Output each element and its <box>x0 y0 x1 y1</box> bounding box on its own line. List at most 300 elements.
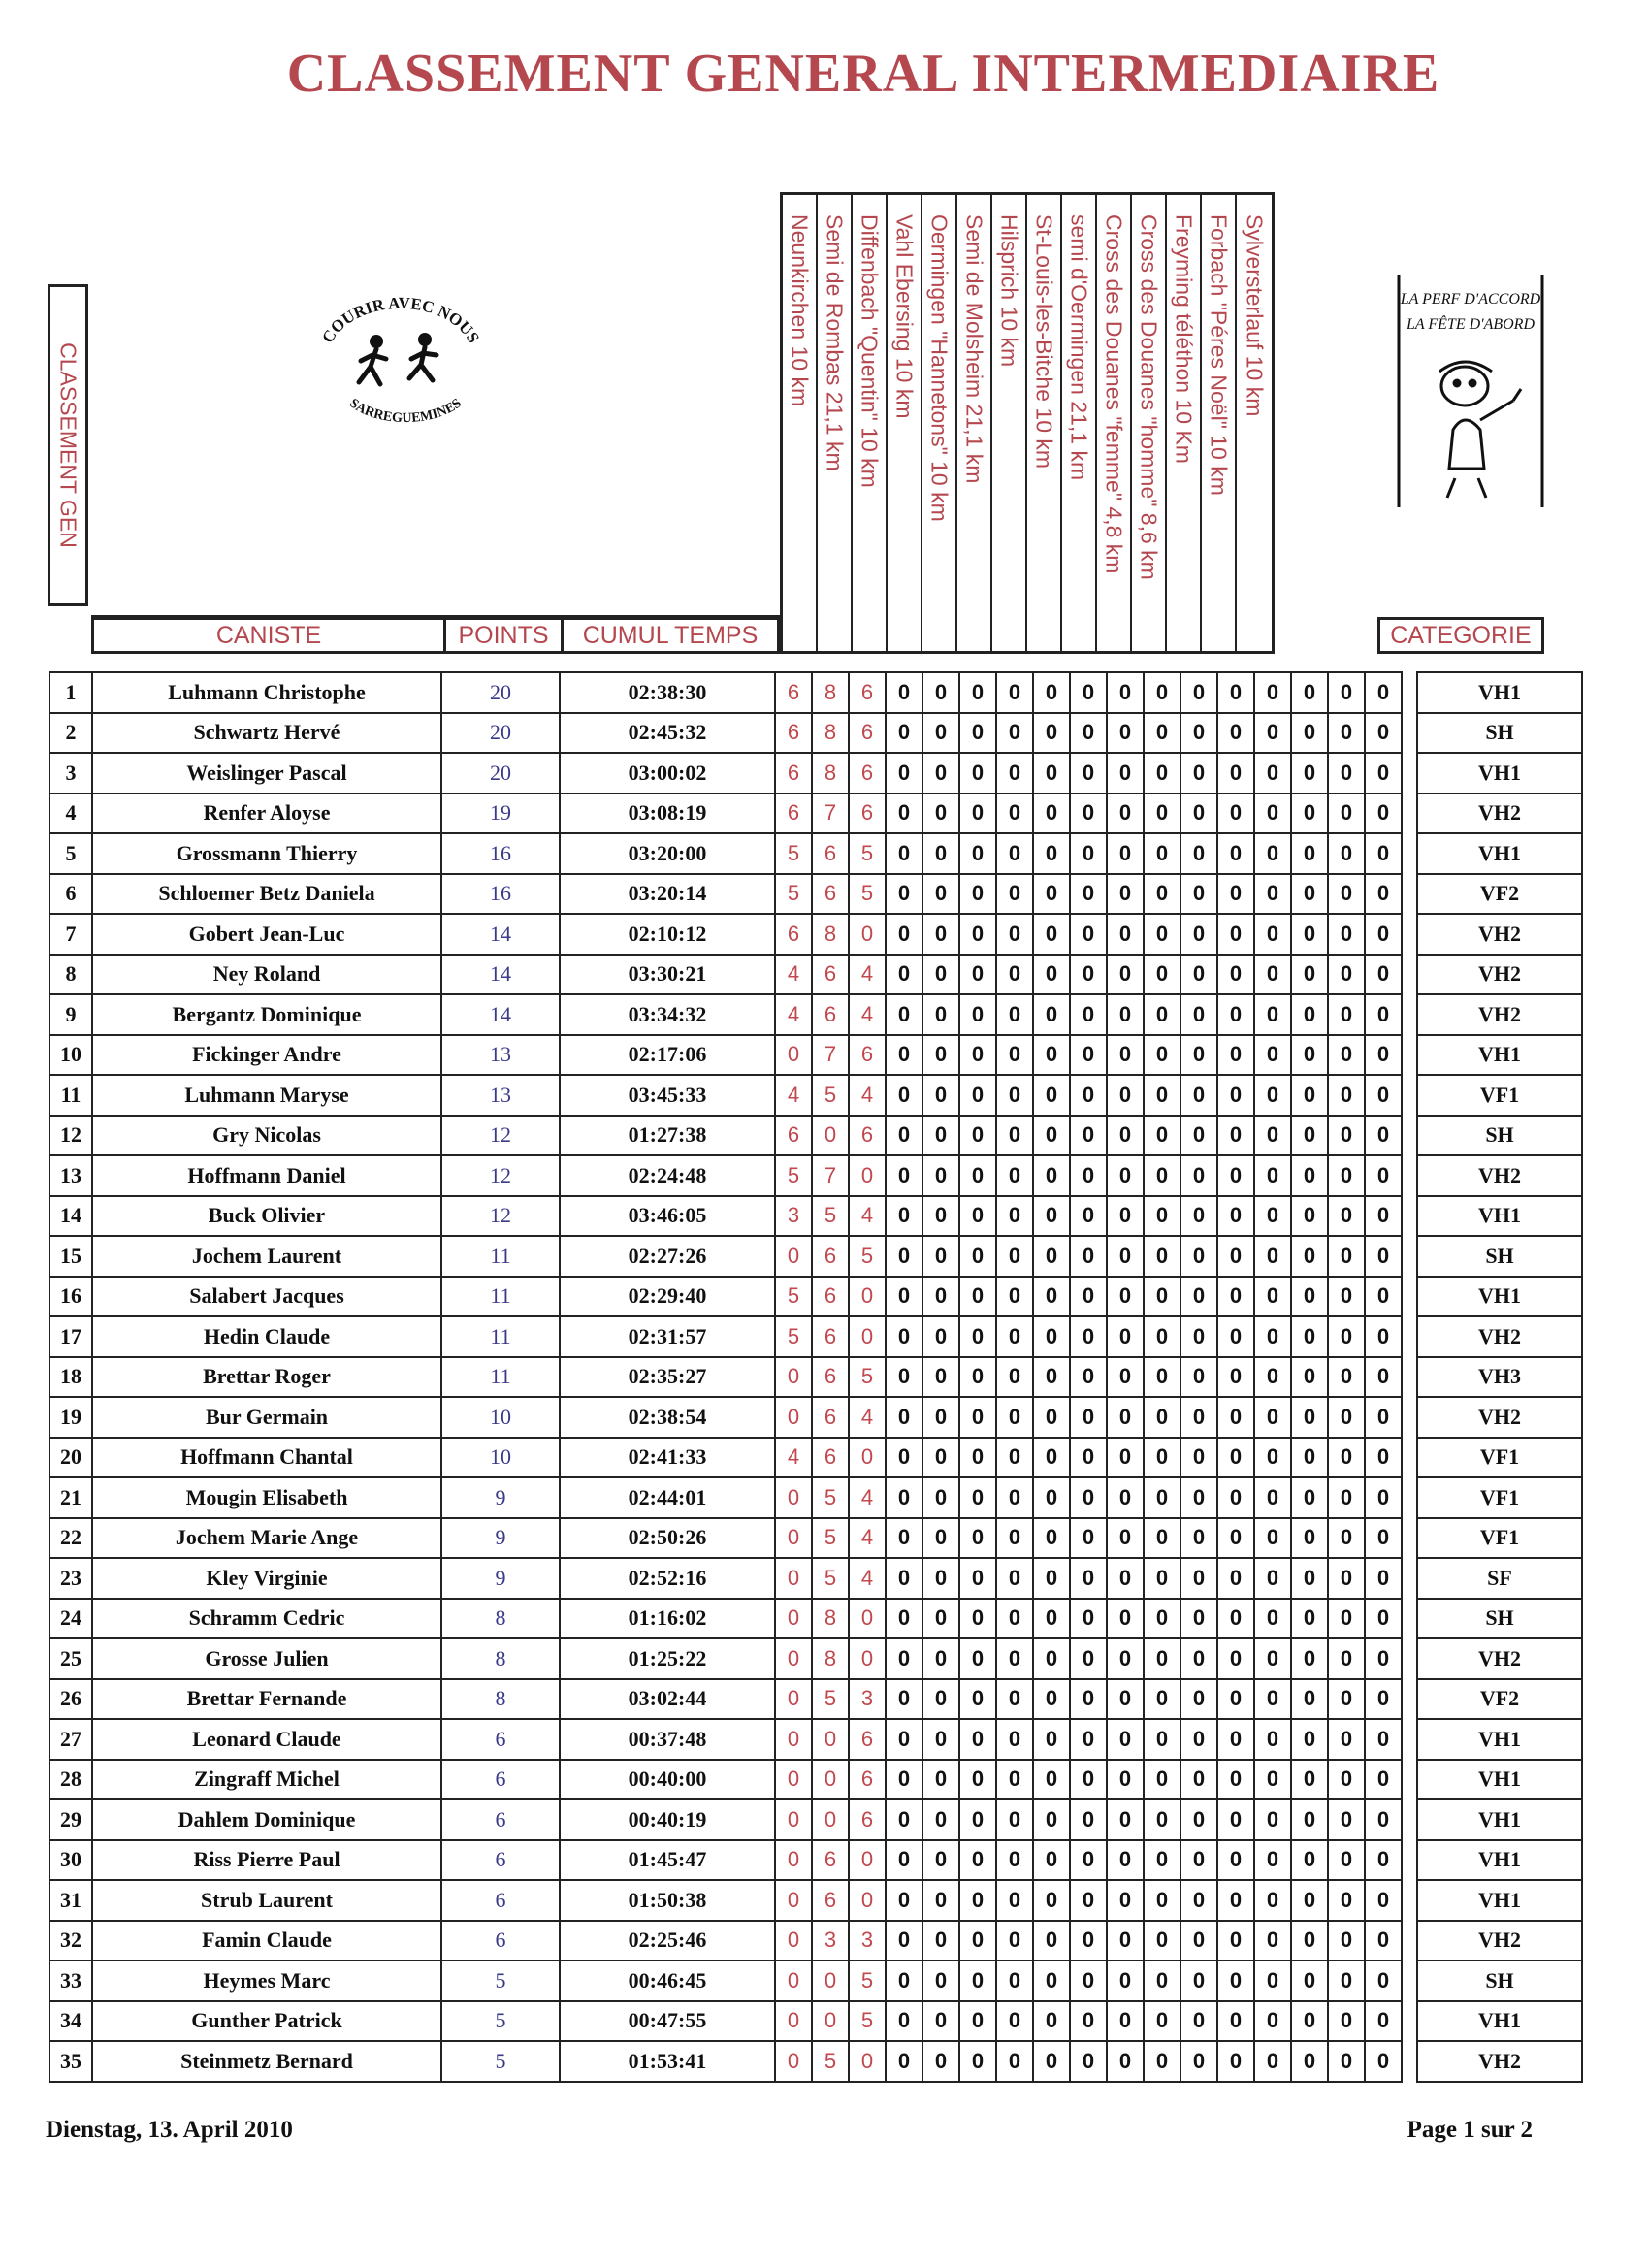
race-points-cell: 0 <box>996 914 1033 955</box>
race-points-cell: 0 <box>959 914 996 955</box>
race-points-cell: 0 <box>1365 1760 1402 1800</box>
race-points-cell: 0 <box>1254 1277 1291 1317</box>
spacer-cell <box>1402 1357 1417 1398</box>
points-cell: 20 <box>441 753 560 794</box>
time-cell: 03:02:44 <box>560 1679 775 1720</box>
table-row <box>49 1357 1582 1398</box>
race-points-cell: 0 <box>1217 1638 1254 1679</box>
race-points-cell: 0 <box>1144 1840 1180 1881</box>
race-header: Semi de Molsheim 21,1 km <box>957 195 992 651</box>
race-points-cell: 0 <box>886 753 922 794</box>
table-row <box>49 2001 1582 2042</box>
race-points-cell: 0 <box>959 1075 996 1116</box>
race-points-cell: 0 <box>922 794 959 834</box>
race-points-cell: 0 <box>886 1558 922 1599</box>
race-points-cell: 0 <box>1254 955 1291 995</box>
race-points-cell: 0 <box>1070 1799 1107 1840</box>
race-points-cell: 5 <box>849 1236 886 1277</box>
points-cell: 20 <box>441 672 560 713</box>
rank-cell: 22 <box>49 1518 92 1559</box>
race-points-cell: 4 <box>775 994 812 1035</box>
race-points-cell: 0 <box>922 1397 959 1438</box>
race-points-cell: 0 <box>996 1558 1033 1599</box>
rank-cell: 19 <box>49 1397 92 1438</box>
points-cell: 12 <box>441 1155 560 1196</box>
spacer-cell <box>1402 1035 1417 1076</box>
table-row <box>49 1116 1582 1156</box>
race-points-cell: 0 <box>1033 1397 1070 1438</box>
points-cell: 5 <box>441 2041 560 2082</box>
race-points-cell: 0 <box>1144 1316 1180 1357</box>
race-points-cell: 0 <box>1180 833 1217 874</box>
name-cell: Heymes Marc <box>92 1960 441 2001</box>
race-points-cell: 0 <box>1144 1357 1180 1398</box>
page-title: CLASSEMENT GENERAL INTERMEDIAIRE <box>286 44 1440 104</box>
race-points-cell: 0 <box>959 2001 996 2042</box>
time-cell: 01:45:47 <box>560 1840 775 1881</box>
race-points-cell: 0 <box>812 1719 849 1760</box>
race-columns-header <box>780 192 1275 654</box>
race-points-cell: 6 <box>812 1397 849 1438</box>
race-points-cell: 0 <box>1217 1921 1254 1961</box>
race-points-cell: 0 <box>1217 1599 1254 1639</box>
spacer-cell <box>1402 1960 1417 2001</box>
race-points-cell: 4 <box>849 955 886 995</box>
race-points-cell: 0 <box>775 1558 812 1599</box>
race-points-cell: 0 <box>1328 1679 1365 1720</box>
race-points-cell: 0 <box>1328 955 1365 995</box>
race-points-cell: 0 <box>922 1638 959 1679</box>
race-points-cell: 0 <box>886 713 922 754</box>
race-points-cell: 0 <box>1070 1679 1107 1720</box>
race-points-cell: 0 <box>1365 1638 1402 1679</box>
race-points-cell: 0 <box>922 1316 959 1357</box>
race-points-cell: 0 <box>886 2041 922 2082</box>
race-points-cell: 0 <box>996 1799 1033 1840</box>
race-points-cell: 0 <box>1144 1599 1180 1639</box>
category-cell: VH2 <box>1417 1155 1582 1196</box>
race-points-cell: 0 <box>1070 1518 1107 1559</box>
race-points-cell: 0 <box>1107 1277 1144 1317</box>
race-points-cell: 0 <box>1254 1397 1291 1438</box>
race-points-cell: 0 <box>1365 2001 1402 2042</box>
name-cell: Famin Claude <box>92 1921 441 1961</box>
race-points-cell: 0 <box>1144 1799 1180 1840</box>
time-cell: 01:25:22 <box>560 1638 775 1679</box>
race-points-cell: 0 <box>1328 1155 1365 1196</box>
race-points-cell: 0 <box>1070 1155 1107 1196</box>
race-points-cell: 0 <box>1217 672 1254 713</box>
race-points-cell: 0 <box>775 1397 812 1438</box>
name-cell: Strub Laurent <box>92 1880 441 1921</box>
svg-text:COURIR AVEC NOUS <box>318 294 483 346</box>
time-cell: 02:52:16 <box>560 1558 775 1599</box>
race-points-cell: 0 <box>1217 1438 1254 1478</box>
race-points-cell: 0 <box>1033 1518 1070 1559</box>
race-points-cell: 0 <box>1107 753 1144 794</box>
race-points-cell: 0 <box>996 1357 1033 1398</box>
race-points-cell: 0 <box>1070 1477 1107 1518</box>
table-row <box>49 1599 1582 1639</box>
race-points-cell: 0 <box>1365 794 1402 834</box>
race-points-cell: 0 <box>812 2001 849 2042</box>
race-points-cell: 0 <box>775 1518 812 1559</box>
race-points-cell: 0 <box>1328 1477 1365 1518</box>
race-points-cell: 0 <box>775 1236 812 1277</box>
race-points-cell: 0 <box>1180 874 1217 915</box>
spacer-cell <box>1402 1599 1417 1639</box>
table-row <box>49 1155 1582 1196</box>
race-points-cell: 0 <box>1180 1840 1217 1881</box>
race-points-cell: 0 <box>922 1116 959 1156</box>
name-cell: Grosse Julien <box>92 1638 441 1679</box>
race-points-cell: 0 <box>1180 1397 1217 1438</box>
category-cell: VH2 <box>1417 2041 1582 2082</box>
race-points-cell: 0 <box>1254 672 1291 713</box>
race-points-cell: 0 <box>922 1960 959 2001</box>
race-points-cell: 0 <box>1033 1116 1070 1156</box>
table-row <box>49 1880 1582 1921</box>
race-points-cell: 0 <box>775 1599 812 1639</box>
category-cell: VH2 <box>1417 794 1582 834</box>
race-points-cell: 0 <box>1365 955 1402 995</box>
spacer-cell <box>1402 1558 1417 1599</box>
race-points-cell: 8 <box>812 713 849 754</box>
name-cell: Mougin Elisabeth <box>92 1477 441 1518</box>
footer-page: Page 1 sur 2 <box>1406 2117 1533 2143</box>
race-points-cell: 0 <box>886 1679 922 1720</box>
race-points-cell: 0 <box>1291 1719 1328 1760</box>
name-cell: Kley Virginie <box>92 1558 441 1599</box>
race-points-cell: 0 <box>1217 713 1254 754</box>
race-points-cell: 0 <box>1328 1760 1365 1800</box>
race-points-cell: 0 <box>996 1880 1033 1921</box>
race-points-cell: 0 <box>1107 874 1144 915</box>
race-points-cell: 0 <box>1144 2001 1180 2042</box>
race-header: Cross des Douanes "femme" 4,8 km <box>1097 195 1132 651</box>
race-points-cell: 0 <box>1070 1880 1107 1921</box>
race-points-cell: 0 <box>1328 1921 1365 1961</box>
rank-cell: 2 <box>49 713 92 754</box>
race-points-cell: 0 <box>1144 1155 1180 1196</box>
race-points-cell: 0 <box>1033 1760 1070 1800</box>
points-cell: 8 <box>441 1679 560 1720</box>
race-points-cell: 0 <box>996 833 1033 874</box>
race-points-cell: 0 <box>1033 713 1070 754</box>
race-points-cell: 0 <box>1328 794 1365 834</box>
race-points-cell: 0 <box>1328 994 1365 1035</box>
points-cell: 9 <box>441 1518 560 1559</box>
rank-cell: 10 <box>49 1035 92 1076</box>
race-points-cell: 0 <box>1291 1397 1328 1438</box>
race-points-cell: 0 <box>1144 1075 1180 1116</box>
time-cell: 02:17:06 <box>560 1035 775 1076</box>
name-cell: Gry Nicolas <box>92 1116 441 1156</box>
race-points-cell: 0 <box>886 1236 922 1277</box>
points-cell: 6 <box>441 1719 560 1760</box>
race-points-cell: 5 <box>812 1477 849 1518</box>
category-cell: VH2 <box>1417 994 1582 1035</box>
race-points-cell: 0 <box>1328 1196 1365 1237</box>
race-points-cell: 0 <box>849 1638 886 1679</box>
rank-cell: 9 <box>49 994 92 1035</box>
race-points-cell: 0 <box>1328 1960 1365 2001</box>
col-header-categorie: CATEGORIE <box>1377 617 1544 654</box>
race-points-cell: 0 <box>922 713 959 754</box>
race-points-cell: 0 <box>1254 994 1291 1035</box>
rank-cell: 20 <box>49 1438 92 1478</box>
table-row <box>49 1760 1582 1800</box>
table-row <box>49 1397 1582 1438</box>
race-points-cell: 6 <box>775 672 812 713</box>
spacer-cell <box>1402 955 1417 995</box>
spacer-cell <box>1402 1116 1417 1156</box>
race-points-cell: 0 <box>1254 1518 1291 1559</box>
race-points-cell: 0 <box>1033 1558 1070 1599</box>
race-points-cell: 4 <box>849 1397 886 1438</box>
race-points-cell: 0 <box>1254 914 1291 955</box>
race-points-cell: 0 <box>886 1518 922 1559</box>
race-points-cell: 0 <box>1328 1075 1365 1116</box>
rank-cell: 3 <box>49 753 92 794</box>
race-points-cell: 0 <box>1328 1599 1365 1639</box>
race-points-cell: 0 <box>1180 1155 1217 1196</box>
race-points-cell: 0 <box>849 1277 886 1317</box>
race-points-cell: 0 <box>1254 1719 1291 1760</box>
spacer-cell <box>1402 2001 1417 2042</box>
race-points-cell: 0 <box>1365 874 1402 915</box>
table-row <box>49 1960 1582 2001</box>
rank-cell: 29 <box>49 1799 92 1840</box>
col-header-caniste: CANISTE <box>91 617 446 654</box>
race-points-cell: 0 <box>996 1075 1033 1116</box>
race-header: semi d'Oermingen 21,1 km <box>1062 195 1097 651</box>
race-points-cell: 0 <box>1254 1155 1291 1196</box>
spacer-cell <box>1402 1921 1417 1961</box>
time-cell: 01:16:02 <box>560 1599 775 1639</box>
race-header: Semi de Rombas 21,1 km <box>818 195 853 651</box>
race-points-cell: 0 <box>1107 1880 1144 1921</box>
race-points-cell: 0 <box>886 1357 922 1398</box>
race-points-cell: 0 <box>1328 1840 1365 1881</box>
points-cell: 11 <box>441 1357 560 1398</box>
race-points-cell: 0 <box>1180 1558 1217 1599</box>
race-points-cell: 0 <box>1365 1357 1402 1398</box>
points-cell: 10 <box>441 1397 560 1438</box>
race-points-cell: 5 <box>812 1075 849 1116</box>
race-points-cell: 5 <box>775 1316 812 1357</box>
race-points-cell: 6 <box>812 1277 849 1317</box>
race-points-cell: 0 <box>1033 1316 1070 1357</box>
race-points-cell: 0 <box>959 794 996 834</box>
race-points-cell: 0 <box>1180 1599 1217 1639</box>
category-cell: VF2 <box>1417 874 1582 915</box>
race-points-cell: 0 <box>1254 1236 1291 1277</box>
race-points-cell: 0 <box>1033 955 1070 995</box>
logo-bottom-text: SARREGUEMINES <box>346 396 465 427</box>
race-points-cell: 0 <box>1144 1196 1180 1237</box>
race-points-cell: 0 <box>1291 1155 1328 1196</box>
race-points-cell: 0 <box>959 1438 996 1478</box>
race-points-cell: 6 <box>812 1316 849 1357</box>
race-points-cell: 6 <box>849 713 886 754</box>
points-cell: 20 <box>441 713 560 754</box>
race-points-cell: 0 <box>1107 1236 1144 1277</box>
race-points-cell: 7 <box>812 1035 849 1076</box>
race-points-cell: 0 <box>1291 1880 1328 1921</box>
category-cell: VH1 <box>1417 1719 1582 1760</box>
points-cell: 8 <box>441 1599 560 1639</box>
race-points-cell: 0 <box>775 1357 812 1398</box>
points-cell: 11 <box>441 1316 560 1357</box>
race-points-cell: 0 <box>775 1679 812 1720</box>
race-points-cell: 0 <box>1254 1840 1291 1881</box>
race-points-cell: 0 <box>1291 794 1328 834</box>
race-points-cell: 0 <box>1328 1236 1365 1277</box>
table-row <box>49 1921 1582 1961</box>
race-points-cell: 5 <box>775 1277 812 1317</box>
race-points-cell: 0 <box>1033 1679 1070 1720</box>
spacer-cell <box>1402 672 1417 713</box>
race-points-cell: 0 <box>1033 994 1070 1035</box>
race-points-cell: 0 <box>959 1719 996 1760</box>
race-points-cell: 0 <box>1291 2041 1328 2082</box>
rank-cell: 14 <box>49 1196 92 1237</box>
race-points-cell: 0 <box>1254 1921 1291 1961</box>
race-points-cell: 0 <box>1291 1679 1328 1720</box>
race-points-cell: 0 <box>1180 1921 1217 1961</box>
race-points-cell: 0 <box>922 955 959 995</box>
points-cell: 13 <box>441 1075 560 1116</box>
race-points-cell: 8 <box>812 753 849 794</box>
category-cell: VH2 <box>1417 1316 1582 1357</box>
race-points-cell: 0 <box>886 955 922 995</box>
race-points-cell: 0 <box>959 1155 996 1196</box>
col-header-points: POINTS <box>443 617 564 654</box>
race-points-cell: 8 <box>812 1638 849 1679</box>
name-cell: Schwartz Hervé <box>92 713 441 754</box>
race-points-cell: 0 <box>1107 1921 1144 1961</box>
race-points-cell: 6 <box>812 1357 849 1398</box>
race-points-cell: 0 <box>1107 1518 1144 1559</box>
race-points-cell: 0 <box>1254 2041 1291 2082</box>
spacer-cell <box>1402 1075 1417 1116</box>
race-points-cell: 0 <box>1107 1719 1144 1760</box>
race-points-cell: 0 <box>1070 1357 1107 1398</box>
spacer-cell <box>1402 1277 1417 1317</box>
race-points-cell: 0 <box>1217 1719 1254 1760</box>
race-points-cell: 0 <box>1291 1558 1328 1599</box>
race-points-cell: 0 <box>959 1397 996 1438</box>
race-points-cell: 0 <box>775 1921 812 1961</box>
race-points-cell: 0 <box>1217 1316 1254 1357</box>
race-points-cell: 0 <box>1365 994 1402 1035</box>
race-points-cell: 0 <box>1070 874 1107 915</box>
race-points-cell: 0 <box>1070 1719 1107 1760</box>
race-points-cell: 0 <box>996 1679 1033 1720</box>
race-points-cell: 6 <box>849 1116 886 1156</box>
race-points-cell: 0 <box>1291 1075 1328 1116</box>
table-row <box>49 794 1582 834</box>
race-points-cell: 0 <box>1217 1477 1254 1518</box>
race-points-cell: 0 <box>996 672 1033 713</box>
time-cell: 00:37:48 <box>560 1719 775 1760</box>
table-row <box>49 1316 1582 1357</box>
race-points-cell: 0 <box>922 1840 959 1881</box>
name-cell: Jochem Laurent <box>92 1236 441 1277</box>
race-points-cell: 0 <box>996 1518 1033 1559</box>
race-points-cell: 7 <box>812 794 849 834</box>
race-points-cell: 0 <box>1144 713 1180 754</box>
category-cell: VF2 <box>1417 1679 1582 1720</box>
race-points-cell: 0 <box>1180 2041 1217 2082</box>
race-points-cell: 0 <box>1144 1679 1180 1720</box>
rank-cell: 1 <box>49 672 92 713</box>
race-points-cell: 0 <box>1033 874 1070 915</box>
race-points-cell: 0 <box>959 1518 996 1559</box>
race-points-cell: 0 <box>1291 1960 1328 2001</box>
race-points-cell: 0 <box>1070 994 1107 1035</box>
race-points-cell: 0 <box>1217 1518 1254 1559</box>
race-points-cell: 4 <box>849 1518 886 1559</box>
race-points-cell: 0 <box>922 1799 959 1840</box>
race-points-cell: 0 <box>959 713 996 754</box>
rank-cell: 17 <box>49 1316 92 1357</box>
race-points-cell: 0 <box>1107 1116 1144 1156</box>
race-points-cell: 0 <box>959 1599 996 1639</box>
race-points-cell: 0 <box>1033 1277 1070 1317</box>
race-points-cell: 0 <box>1365 1277 1402 1317</box>
points-cell: 5 <box>441 2001 560 2042</box>
race-points-cell: 0 <box>812 1760 849 1800</box>
race-points-cell: 0 <box>996 1438 1033 1478</box>
race-points-cell: 0 <box>996 2001 1033 2042</box>
name-cell: Grossmann Thierry <box>92 833 441 874</box>
race-points-cell: 0 <box>1107 1599 1144 1639</box>
race-points-cell: 0 <box>1365 1960 1402 2001</box>
race-points-cell: 0 <box>886 1277 922 1317</box>
race-points-cell: 5 <box>775 833 812 874</box>
race-points-cell: 0 <box>922 1155 959 1196</box>
race-points-cell: 0 <box>996 713 1033 754</box>
race-points-cell: 0 <box>1328 1316 1365 1357</box>
race-points-cell: 0 <box>1107 1760 1144 1800</box>
race-points-cell: 0 <box>1365 1599 1402 1639</box>
race-header: Neunkirchen 10 km <box>783 195 818 651</box>
race-points-cell: 0 <box>1328 833 1365 874</box>
race-points-cell: 0 <box>1144 794 1180 834</box>
rank-cell: 30 <box>49 1840 92 1881</box>
race-points-cell: 0 <box>959 833 996 874</box>
race-points-cell: 0 <box>1144 1760 1180 1800</box>
race-points-cell: 0 <box>1217 1840 1254 1881</box>
race-points-cell: 0 <box>959 1840 996 1881</box>
race-points-cell: 0 <box>1070 1397 1107 1438</box>
race-points-cell: 0 <box>1217 1277 1254 1317</box>
race-points-cell: 0 <box>1070 713 1107 754</box>
category-cell: VH1 <box>1417 833 1582 874</box>
spacer-cell <box>1402 1236 1417 1277</box>
time-cell: 03:45:33 <box>560 1075 775 1116</box>
race-points-cell: 0 <box>1033 2041 1070 2082</box>
name-cell: Brettar Roger <box>92 1357 441 1398</box>
logo-line1: LA PERF D'ACCORD <box>1400 291 1541 308</box>
race-points-cell: 0 <box>1291 672 1328 713</box>
race-points-cell: 0 <box>1254 1960 1291 2001</box>
rank-cell: 28 <box>49 1760 92 1800</box>
race-points-cell: 0 <box>996 794 1033 834</box>
race-points-cell: 0 <box>1070 955 1107 995</box>
